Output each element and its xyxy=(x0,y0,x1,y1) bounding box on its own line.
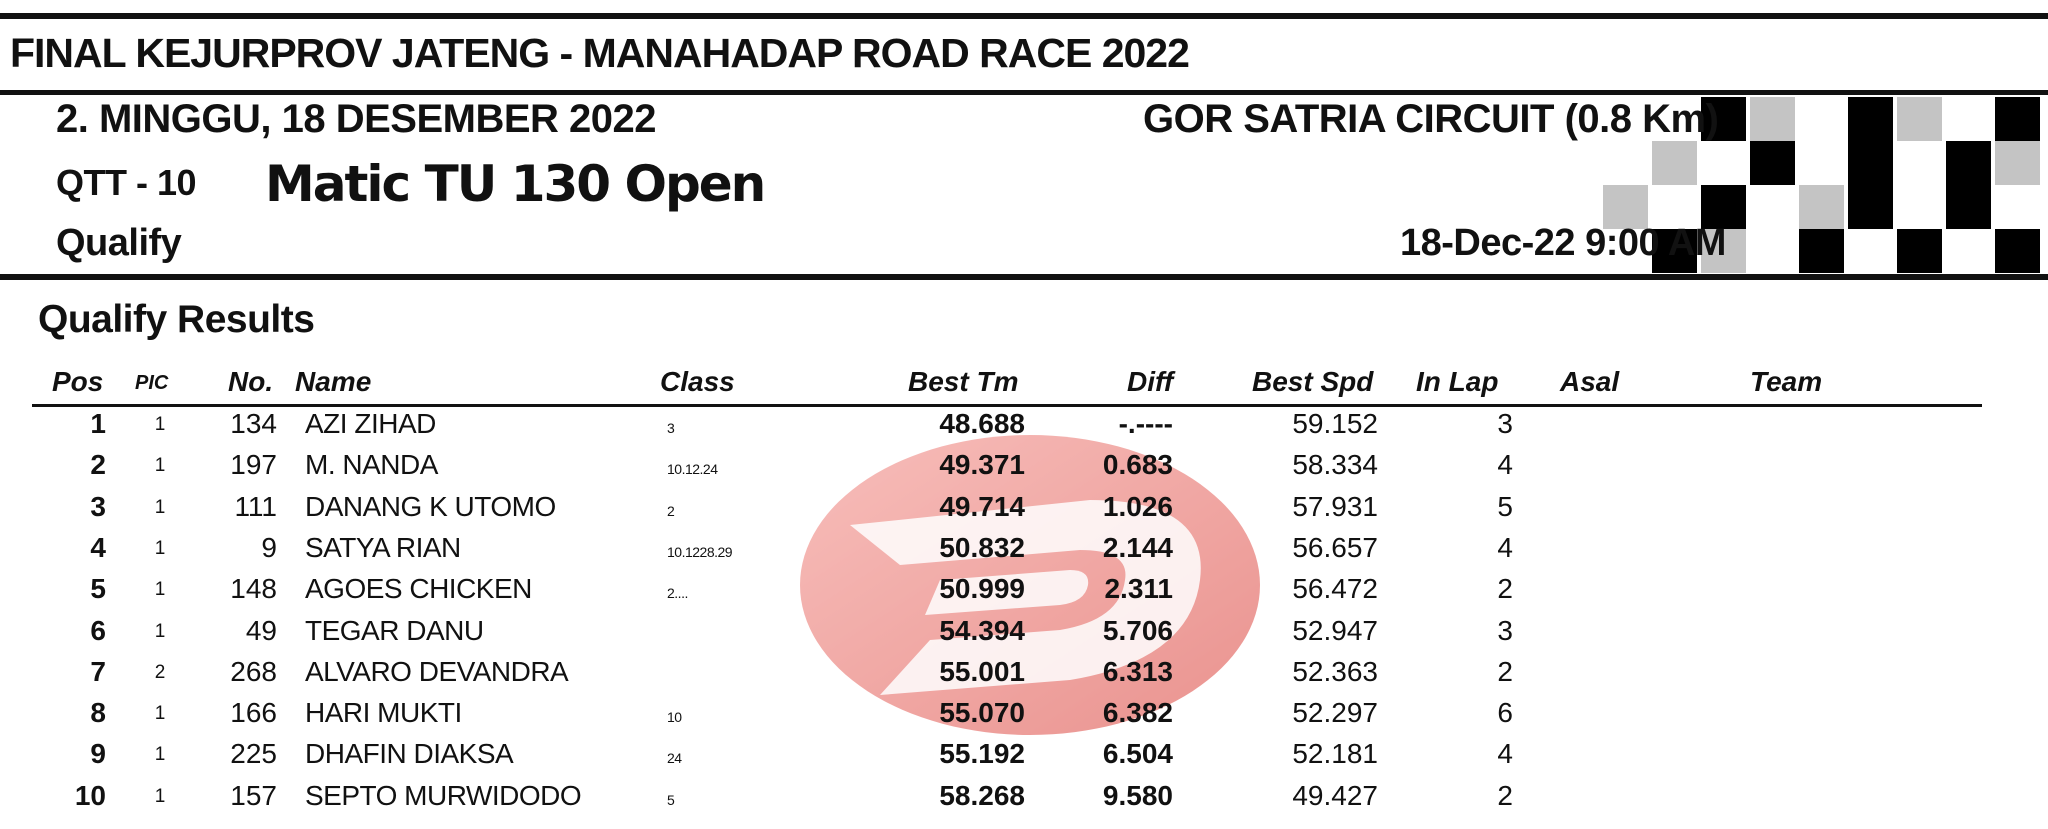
number-cell: 166 xyxy=(230,697,277,729)
class-cell: 10 xyxy=(667,709,682,726)
table-row xyxy=(0,573,2048,614)
class-code: QTT - 10 xyxy=(56,162,197,203)
table-row xyxy=(0,615,2048,656)
in-lap-cell: 3 xyxy=(1497,614,1513,646)
number-cell: 157 xyxy=(230,779,277,811)
table-row xyxy=(0,491,2048,532)
number-cell: 49 xyxy=(245,614,277,646)
col-header-pos: Pos xyxy=(52,366,104,397)
table-row xyxy=(0,449,2048,490)
col-header-best-spd: Best Spd xyxy=(1252,366,1374,397)
diff-cell: 5.706 xyxy=(1102,614,1173,646)
col-header-class: Class xyxy=(660,366,735,397)
col-header-diff: Diff xyxy=(1127,366,1174,397)
diff-cell: 6.504 xyxy=(1102,738,1173,770)
pic-cell: 1 xyxy=(154,703,166,725)
class-cell: 2 xyxy=(667,502,675,519)
best-time-cell: 58.268 xyxy=(939,779,1025,811)
best-time-cell: 50.832 xyxy=(939,531,1025,563)
diff-cell: 9.580 xyxy=(1102,779,1173,811)
position-cell: 9 xyxy=(90,738,106,770)
number-cell: 9 xyxy=(261,531,277,563)
position-cell: 10 xyxy=(74,779,106,811)
number-cell: 268 xyxy=(230,655,277,687)
session-name: Qualify xyxy=(56,222,182,264)
best-speed-cell: 49.427 xyxy=(1292,779,1378,811)
diff-cell: 6.382 xyxy=(1102,697,1173,729)
pic-cell: 1 xyxy=(154,620,166,642)
pic-cell: 1 xyxy=(154,496,166,518)
session-datetime: 18-Dec-22 9:00 AM xyxy=(1400,222,1726,264)
best-speed-cell: 59.152 xyxy=(1292,408,1378,439)
best-speed-cell: 52.363 xyxy=(1292,655,1378,687)
best-speed-cell: 52.181 xyxy=(1292,738,1378,770)
col-header-team: Team xyxy=(1750,366,1823,397)
class-cell: 24 xyxy=(667,750,682,767)
position-cell: 6 xyxy=(90,614,106,646)
table-row xyxy=(0,656,2048,697)
best-time-cell: 50.999 xyxy=(939,573,1025,605)
number-cell: 197 xyxy=(230,449,277,481)
position-cell: 5 xyxy=(90,573,106,605)
rider-name-cell: SEPTO MURWIDODO xyxy=(305,779,582,811)
pic-cell: 1 xyxy=(154,537,166,559)
position-cell: 4 xyxy=(90,531,106,563)
col-header-name: Name xyxy=(295,366,372,397)
rider-name-cell: TEGAR DANU xyxy=(305,614,484,646)
event-title: FINAL KEJURPROV JATENG - MANAHADAP ROAD RACE 2022 xyxy=(10,30,1189,76)
diff-cell: -.---- xyxy=(1118,408,1173,439)
diff-cell: 1.026 xyxy=(1102,490,1173,522)
diff-cell: 2.144 xyxy=(1102,531,1173,563)
pic-cell: 1 xyxy=(154,785,166,807)
circuit-name: GOR SATRIA CIRCUIT (0.8 Km) xyxy=(1143,97,1719,141)
top-rule xyxy=(0,13,2048,19)
in-lap-cell: 3 xyxy=(1497,408,1513,439)
number-cell: 111 xyxy=(234,490,277,522)
class-cell: 10.12.24 xyxy=(667,461,718,478)
in-lap-cell: 2 xyxy=(1497,573,1513,605)
col-header-no: No. xyxy=(228,366,274,397)
diff-cell: 2.311 xyxy=(1104,573,1173,605)
table-row xyxy=(0,408,2048,449)
best-speed-cell: 56.657 xyxy=(1292,531,1378,563)
pic-cell: 1 xyxy=(154,579,166,601)
col-header-pic: PIC xyxy=(135,372,169,394)
class-cell: 10.1228.29 xyxy=(667,543,733,560)
in-lap-cell: 2 xyxy=(1497,655,1513,687)
rider-name-cell: DHAFIN DIAKSA xyxy=(305,738,514,770)
in-lap-cell: 5 xyxy=(1497,490,1513,522)
pic-cell: 1 xyxy=(154,744,166,766)
rider-name-cell: HARI MUKTI xyxy=(305,697,462,729)
table-row xyxy=(0,532,2048,573)
position-cell: 3 xyxy=(90,490,106,522)
in-lap-cell: 6 xyxy=(1497,697,1513,729)
in-lap-cell: 2 xyxy=(1497,779,1513,811)
rider-name-cell: SATYA RIAN xyxy=(305,531,461,563)
position-cell: 1 xyxy=(90,408,106,439)
best-time-cell: 55.070 xyxy=(939,697,1025,729)
rider-name-cell: DANANG K UTOMO xyxy=(305,490,556,522)
in-lap-cell: 4 xyxy=(1497,449,1513,481)
table-row xyxy=(0,697,2048,738)
position-cell: 7 xyxy=(90,655,106,687)
best-time-cell: 49.714 xyxy=(939,490,1025,522)
col-header-best-tm: Best Tm xyxy=(908,366,1019,397)
class-cell: 5 xyxy=(667,791,675,808)
pic-cell: 1 xyxy=(154,414,166,435)
class-cell: 3 xyxy=(667,420,675,436)
rider-name-cell: AZI ZIHAD xyxy=(305,408,436,439)
position-cell: 8 xyxy=(90,697,106,729)
in-lap-cell: 4 xyxy=(1497,738,1513,770)
rider-name-cell: M. NANDA xyxy=(305,449,438,481)
col-header-asal: Asal xyxy=(1560,366,1620,397)
diff-cell: 0.683 xyxy=(1102,449,1173,481)
class-cell: 2.... xyxy=(667,585,688,602)
best-time-cell: 48.688 xyxy=(939,408,1025,439)
position-cell: 2 xyxy=(90,449,106,481)
pic-cell: 2 xyxy=(154,661,166,683)
number-cell: 225 xyxy=(230,738,277,770)
title-rule xyxy=(0,90,2048,95)
pic-cell: 1 xyxy=(154,455,166,477)
in-lap-cell: 4 xyxy=(1497,531,1513,563)
table-row xyxy=(0,738,2048,779)
header-divider xyxy=(32,404,1982,407)
best-time-cell: 54.394 xyxy=(939,614,1025,646)
best-time-cell: 55.001 xyxy=(939,655,1025,687)
best-speed-cell: 58.334 xyxy=(1292,449,1378,481)
best-speed-cell: 57.931 xyxy=(1292,490,1378,522)
table-row xyxy=(0,780,2048,821)
rider-name-cell: ALVARO DEVANDRA xyxy=(305,655,569,687)
best-speed-cell: 56.472 xyxy=(1292,573,1378,605)
best-time-cell: 49.371 xyxy=(939,449,1025,481)
best-time-cell: 55.192 xyxy=(939,738,1025,770)
best-speed-cell: 52.947 xyxy=(1292,614,1378,646)
number-cell: 148 xyxy=(230,573,277,605)
diff-cell: 6.313 xyxy=(1102,655,1173,687)
section-title: Qualify Results xyxy=(38,298,315,341)
number-cell: 134 xyxy=(230,408,277,439)
class-name: Matic TU 130 Open xyxy=(265,155,765,213)
best-speed-cell: 52.297 xyxy=(1292,697,1378,729)
col-header-in-lap: In Lap xyxy=(1416,366,1499,397)
event-date: 2. MINGGU, 18 DESEMBER 2022 xyxy=(56,97,657,141)
rider-name-cell: AGOES CHICKEN xyxy=(305,573,532,605)
